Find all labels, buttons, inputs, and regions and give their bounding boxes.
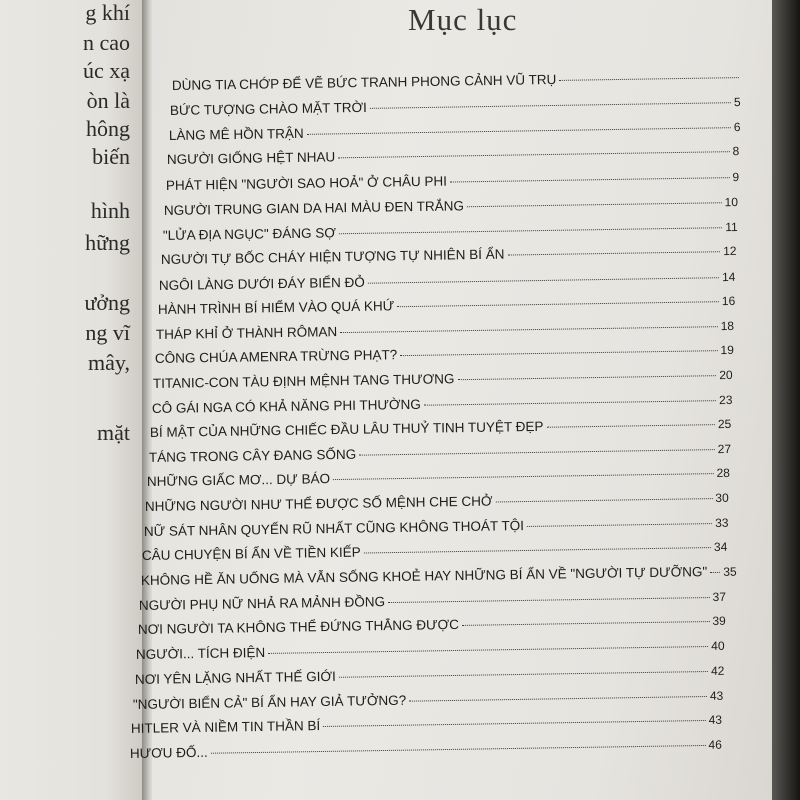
toc-entry-title: HƯƠU ĐỐ... — [129, 744, 208, 761]
toc-entry-title: THÁP KHỈ Ở THÀNH RÔMAN — [156, 324, 338, 342]
dot-leader — [462, 621, 709, 626]
left-page-text-fragment: hững — [85, 230, 130, 255]
dot-leader — [409, 696, 707, 702]
dot-leader — [211, 745, 706, 754]
dot-leader — [324, 720, 707, 727]
toc-entry-page-number: 27 — [717, 441, 731, 457]
toc-entry-page-number: 42 — [710, 663, 725, 678]
toc-entry-page-number: 5 — [734, 95, 742, 110]
toc-entry-page-number: 10 — [724, 194, 739, 210]
toc-entry-title: NGƯỜI PHỤ NỮ NHẢ RA MẢNH ĐỒNG — [138, 594, 386, 613]
toc-entry-title: NGƯỜI TRUNG GIAN DA HAI MÀU ĐEN TRẮNG — [163, 198, 465, 218]
dot-leader — [368, 277, 719, 284]
toc-entry-title: KHÔNG HỀ ĂN UỐNG MÀ VẪN SỐNG KHOẺ HAY NHỮNG BÍ ẨN VỀ "NGƯỜI TỰ DƯỠNG" — [140, 564, 708, 588]
dot-leader — [338, 671, 707, 678]
dot-leader — [388, 597, 710, 603]
toc-entry-page-number: 46 — [708, 737, 722, 752]
toc-entry-title: TITANIC-CON TÀU ĐỊNH MỆNH TANG THƯƠNG — [152, 371, 455, 391]
page-edge-shadow — [772, 0, 800, 800]
left-page-text-fragment: ưởng — [84, 290, 130, 315]
toc-entry-page-number: 34 — [714, 539, 728, 555]
dot-leader — [710, 572, 720, 573]
dot-leader — [496, 498, 713, 502]
toc-entry-page-number: 37 — [712, 589, 727, 604]
dot-leader — [400, 350, 717, 356]
toc-entry-title: DÙNG TIA CHỚP ĐỂ VẼ BỨC TRANH PHONG CẢNH VŨ TRỤ — [171, 71, 557, 93]
toc-entry-title: NƠI NGƯỜI TA KHÔNG THỂ ĐỨNG THẲNG ĐƯỢC — [137, 616, 459, 637]
bleed-through-text — [712, 0, 780, 70]
toc-entry-title: NGÔI LÀNG DƯỚI ĐÁY BIỂN ĐỎ — [159, 274, 366, 293]
dot-leader — [370, 102, 731, 109]
toc-entry-page-number: 33 — [714, 515, 729, 531]
dot-leader — [397, 301, 719, 307]
dot-leader — [359, 449, 715, 456]
dot-leader — [559, 77, 739, 81]
left-page-text-fragment: hình — [90, 198, 130, 223]
toc-entry-page-number: 43 — [709, 688, 724, 703]
page-title: Mục lục — [408, 2, 518, 37]
toc-entry-title: CÂU CHUYỆN BÍ ẨN VỀ TIỀN KIẾP — [142, 544, 362, 563]
toc-entry-page-number: 25 — [717, 416, 732, 432]
dot-leader — [527, 523, 712, 527]
toc-entry-page-number: 8 — [732, 144, 740, 159]
dot-leader — [423, 400, 715, 406]
left-page-text-fragment: ng vĩ — [85, 320, 130, 345]
toc-entry-page-number: 40 — [711, 638, 725, 653]
toc-entry-page-number: 30 — [715, 490, 730, 506]
toc-entry-title: HÀNH TRÌNH BÍ HIỂM VÀO QUÁ KHỨ — [157, 298, 395, 317]
toc-entry-title: BÍ MẬT CỦA NHỮNG CHIẾC ĐẦU LÂU THUỶ TINH TUYỆT ĐẸP — [149, 418, 544, 440]
left-page-text-fragment: hông — [86, 116, 130, 141]
toc-entry-title: CÔ GÁI NGA CÓ KHẢ NĂNG PHI THƯỜNG — [151, 396, 421, 416]
dot-leader — [306, 127, 730, 135]
dot-leader — [467, 202, 722, 207]
toc-entry-page-number: 12 — [723, 243, 737, 259]
toc-entry-page-number: 43 — [709, 712, 723, 727]
left-page-text-fragment: biến — [92, 144, 130, 169]
toc-entry-title: "NGƯỜI BIỂN CẢ" BÍ ẨN HAY GIẢ TƯỞNG? — [132, 692, 407, 712]
dot-leader — [458, 375, 717, 380]
toc-entry-page-number: 11 — [724, 219, 738, 235]
toc-entry-title: LÀNG MÊ HỒN TRẬN — [168, 125, 304, 143]
toc-entry-page-number: 39 — [712, 613, 726, 628]
left-page-text-fragment: òn là — [86, 88, 130, 113]
toc-entry-page-number: 35 — [722, 564, 737, 579]
toc-entry-page-number: 9 — [732, 169, 739, 185]
dot-leader — [341, 326, 718, 333]
toc-entry-title: NHỮNG NGƯỜI NHƯ THỂ ĐƯỢC SỐ MỆNH CHE CHỞ — [145, 493, 494, 514]
toc-entry-page-number: 18 — [720, 318, 735, 334]
toc-entry-title: BỨC TƯỢNG CHÀO MẶT TRỜI — [170, 99, 368, 118]
dot-leader — [338, 227, 721, 234]
toc-entry-title: TÁNG TRONG CÂY ĐANG SỐNG — [148, 446, 356, 465]
left-page-text-fragment: mây, — [88, 350, 130, 375]
toc-entry-title: NGƯỜI GIỐNG HỆT NHAU — [167, 149, 336, 167]
toc-entry-page-number: 6 — [733, 120, 741, 135]
left-page-text-fragment: g khí — [85, 0, 130, 25]
toc-entry-page-number: 14 — [722, 269, 736, 285]
dot-leader — [507, 251, 720, 255]
toc-entry-title: HITLER VÀ NIỀM TIN THẦN BÍ — [131, 718, 321, 736]
toc-entry-page-number: 19 — [720, 342, 734, 358]
toc-entry-page-number: 23 — [718, 392, 733, 408]
toc-entry-title: NGƯỜI TỰ BỐC CHÁY HIỆN TƯỢNG TỰ NHIÊN BÍ ẨN — [160, 246, 505, 267]
dot-leader — [333, 473, 714, 480]
left-page-text-fragment: n cao — [82, 30, 130, 55]
left-page — [0, 0, 150, 800]
dot-leader — [450, 177, 730, 182]
toc-entry-page-number: 16 — [721, 293, 736, 309]
toc-entry-title: "LỬA ĐỊA NGỤC" ĐÁNG SỢ — [162, 225, 336, 243]
toc-entry-title: NGƯỜI... TÍCH ĐIỆN — [135, 644, 266, 662]
toc-entry-title: CÔNG CHÚA AMENRA TRỪNG PHẠT? — [154, 347, 398, 366]
toc-entry-page-number: 28 — [716, 465, 731, 481]
toc-entry-title: NỮ SÁT NHÂN QUYẾN RŨ NHẤT CŨNG KHÔNG THOÁT TỘI — [143, 518, 524, 539]
toc-entry-title: PHÁT HIỆN "NGƯỜI SAO HOẢ" Ở CHÂU PHI — [165, 173, 447, 193]
left-page-text-fragment: úc xạ — [82, 58, 130, 83]
dot-leader — [268, 646, 708, 654]
dot-leader — [339, 151, 730, 158]
toc-entry-page-number: 20 — [719, 367, 733, 383]
toc-entry-title: NHỮNG GIẤC MƠ... DỰ BÁO — [146, 471, 331, 489]
dot-leader — [364, 547, 711, 553]
toc-entry-title: NƠI YÊN LẶNG NHẤT THẾ GIỚI — [134, 668, 336, 687]
left-page-text-fragment: mặt — [97, 420, 130, 445]
dot-leader — [547, 424, 715, 428]
